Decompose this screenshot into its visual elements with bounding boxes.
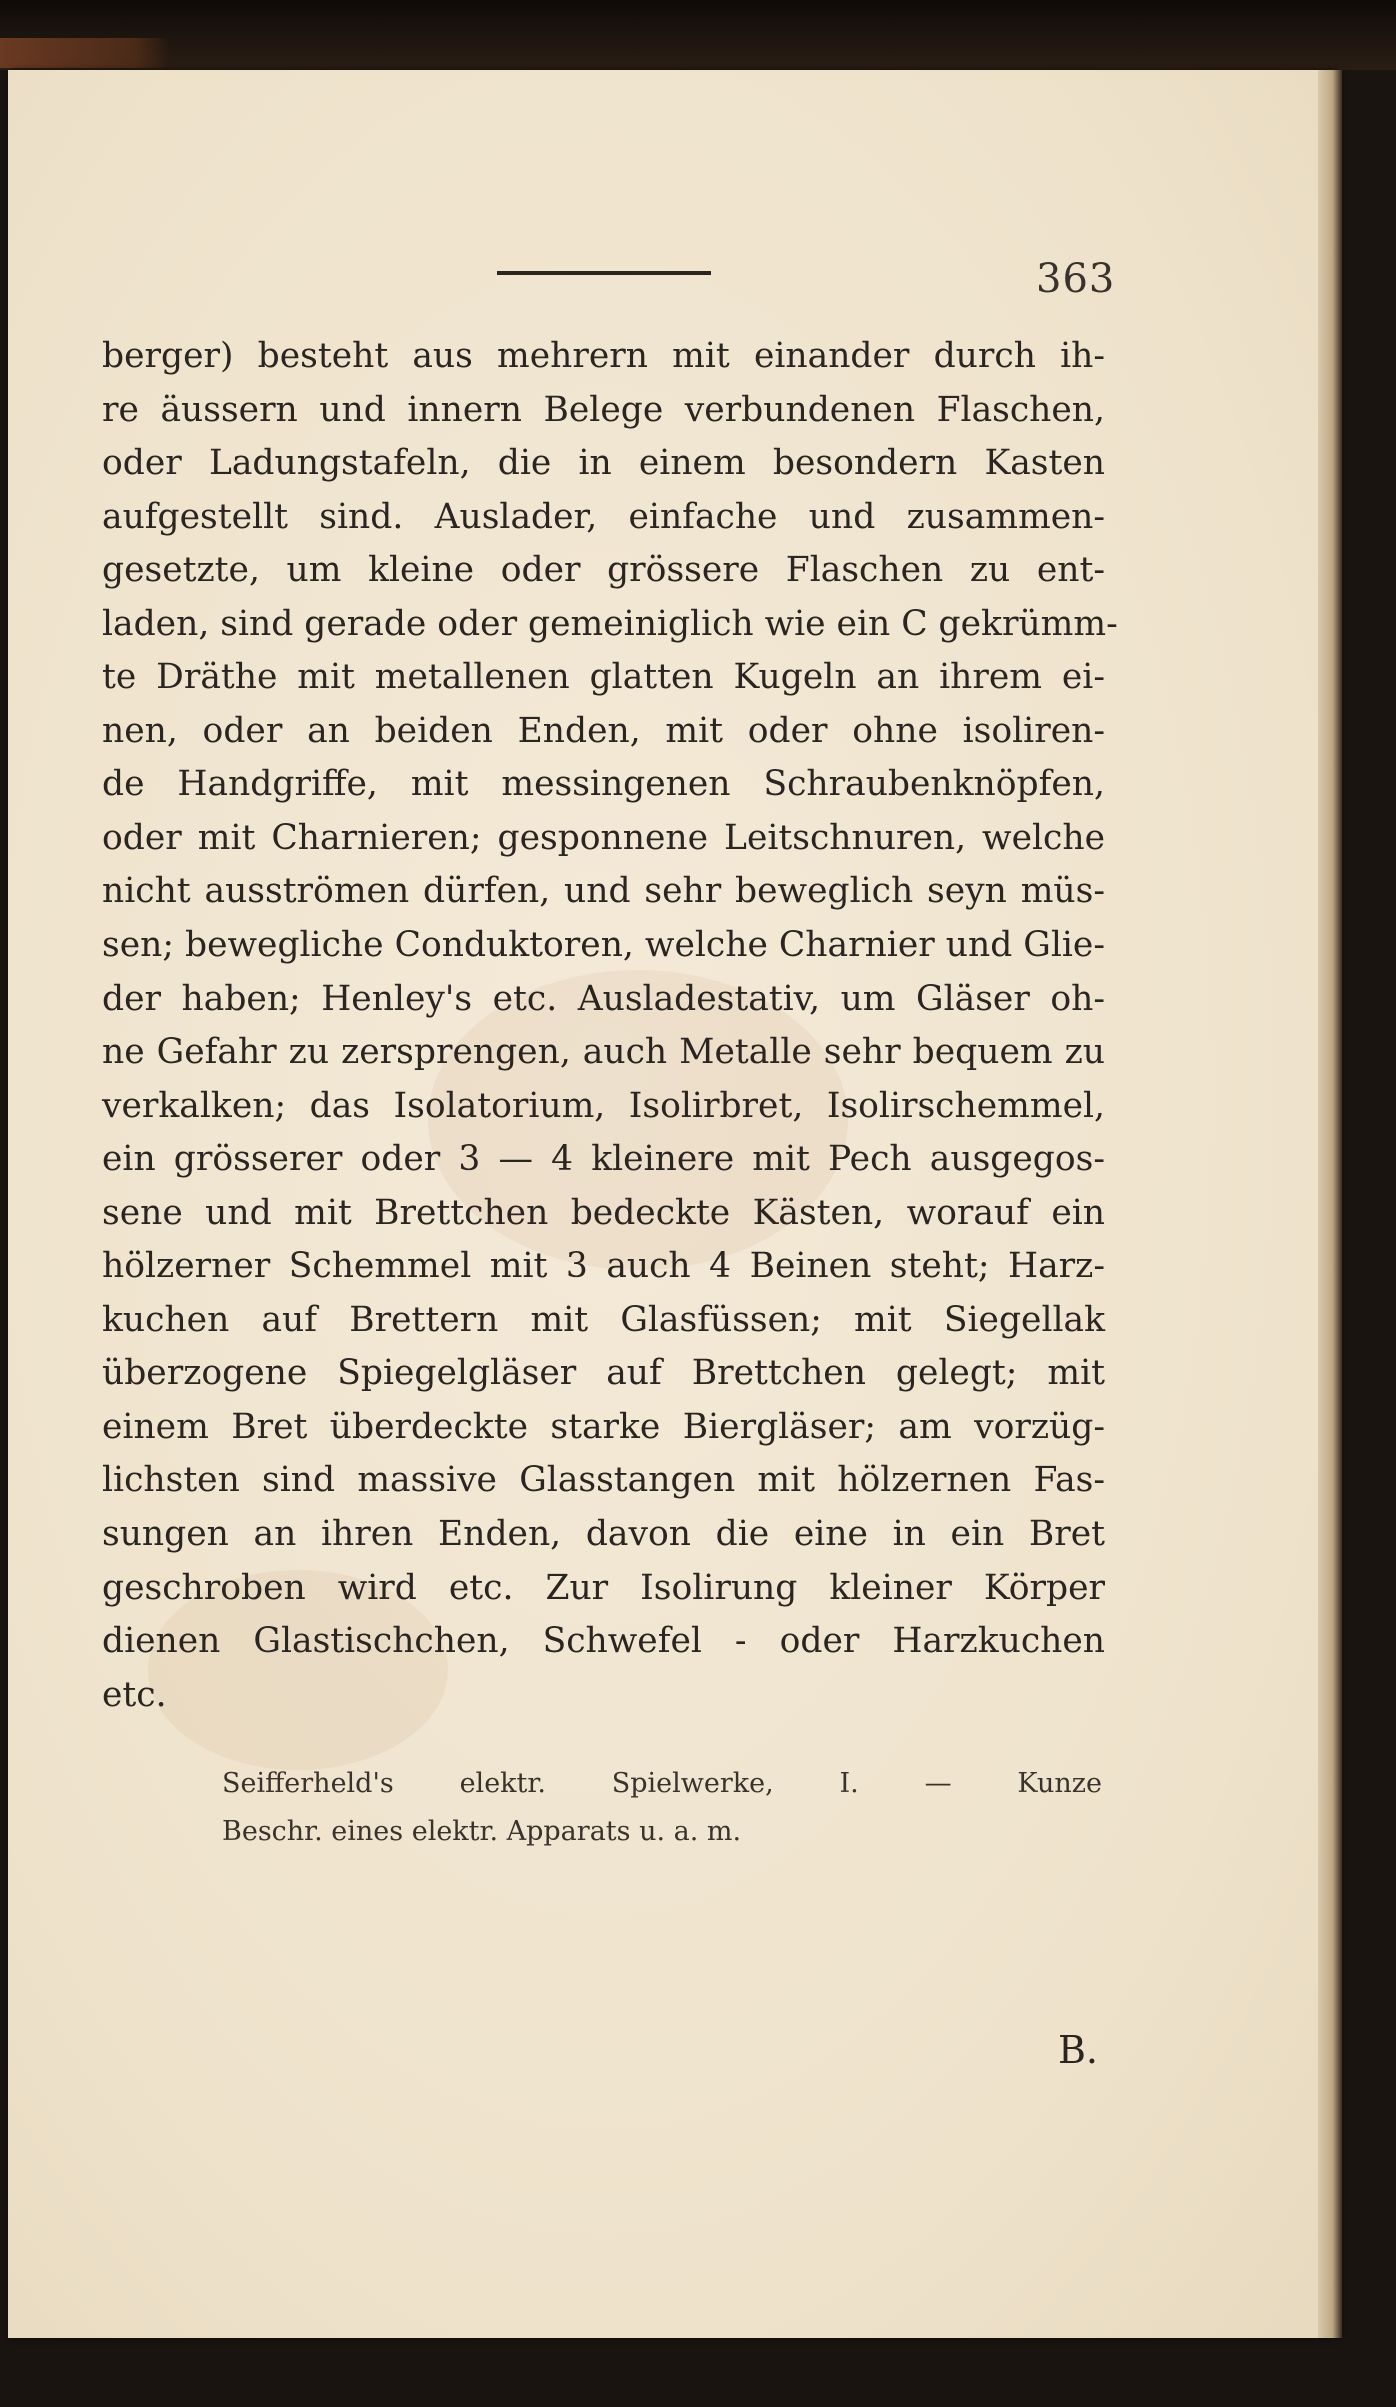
- text-line: berger) besteht aus mehrern mit einander durch ih-: [102, 336, 1105, 376]
- footnote: [222, 1760, 1102, 1856]
- text-line: oder mit Charnieren; gesponnene Leitschnuren, welche: [102, 817, 1105, 858]
- text-line: der haben; Henley's etc. Ausladestativ, um Gläser oh-: [102, 978, 1105, 1019]
- text-line: überzogene Spiegelgläser auf Brettchen gelegt; mit: [102, 1353, 1105, 1394]
- catchword: B.: [1058, 2028, 1099, 2072]
- text-line: einem Bret überdeckte starke Biergläser; am vorzüg-: [102, 1406, 1105, 1447]
- book-edge-top: [0, 0, 1396, 70]
- text-line: kuchen auf Brettern mit Glasfüssen; mit Siegellak: [102, 1299, 1105, 1340]
- text-line: sungen an ihren Enden, davon die eine in ein Bret: [102, 1514, 1105, 1555]
- text-line: aufgestellt sind. Auslader, einfache und zusammen-: [102, 496, 1105, 537]
- page-number: 363: [1036, 256, 1116, 302]
- text-line: re äussern und innern Belege verbundenen Flaschen,: [102, 389, 1105, 430]
- body-text: [102, 330, 1118, 1722]
- text-line: nen, oder an beiden Enden, mit oder ohne isoliren-: [102, 710, 1105, 751]
- text-line: etc.: [102, 1674, 167, 1715]
- text-line: lichsten sind massive Glasstangen mit hölzernen Fas-: [102, 1460, 1105, 1501]
- text-line: te Dräthe mit metallenen glatten Kugeln an ihrem ei-: [102, 657, 1105, 698]
- text-line: dienen Glastischchen, Schwefel - oder Harzkuchen: [102, 1621, 1105, 1662]
- text-line: sene und mit Brettchen bedeckte Kästen, worauf ein: [102, 1192, 1105, 1233]
- text-line: de Handgriffe, mit messingenen Schraubenknöpfen,: [102, 764, 1105, 805]
- text-line: nicht ausströmen dürfen, und sehr beweglich seyn müs-: [102, 871, 1105, 912]
- text-line: ein grösserer oder 3 — 4 kleinere mit Pech ausgegos-: [102, 1139, 1105, 1180]
- text-line: laden, sind gerade oder gemeiniglich wie ein C gekrümm-: [102, 603, 1118, 644]
- text-line: hölzerner Schemmel mit 3 auch 4 Beinen steht; Harz-: [102, 1246, 1105, 1287]
- footnote-line: Seifferheld's elektr. Spielwerke, I. — Kunze: [222, 1768, 1102, 1799]
- footnote-line: Beschr. eines elektr. Apparats u. a. m.: [222, 1816, 742, 1847]
- text-line: gesetzte, um kleine oder grössere Flaschen zu ent-: [102, 550, 1105, 591]
- text-line: oder Ladungstafeln, die in einem besondern Kasten: [102, 443, 1105, 484]
- text-line: ne Gefahr zu zersprengen, auch Metalle sehr bequem zu: [102, 1032, 1105, 1073]
- page-right-edge: [1318, 70, 1342, 2338]
- text-line: verkalken; das Isolatorium, Isolirbret, Isolirschemmel,: [102, 1085, 1105, 1126]
- text-line: sen; bewegliche Conduktoren, welche Charnier und Glie-: [102, 925, 1105, 966]
- text-line: geschroben wird etc. Zur Isolirung kleiner Körper: [102, 1567, 1105, 1608]
- header-rule: [497, 271, 711, 275]
- book-cover-strip: [0, 38, 170, 68]
